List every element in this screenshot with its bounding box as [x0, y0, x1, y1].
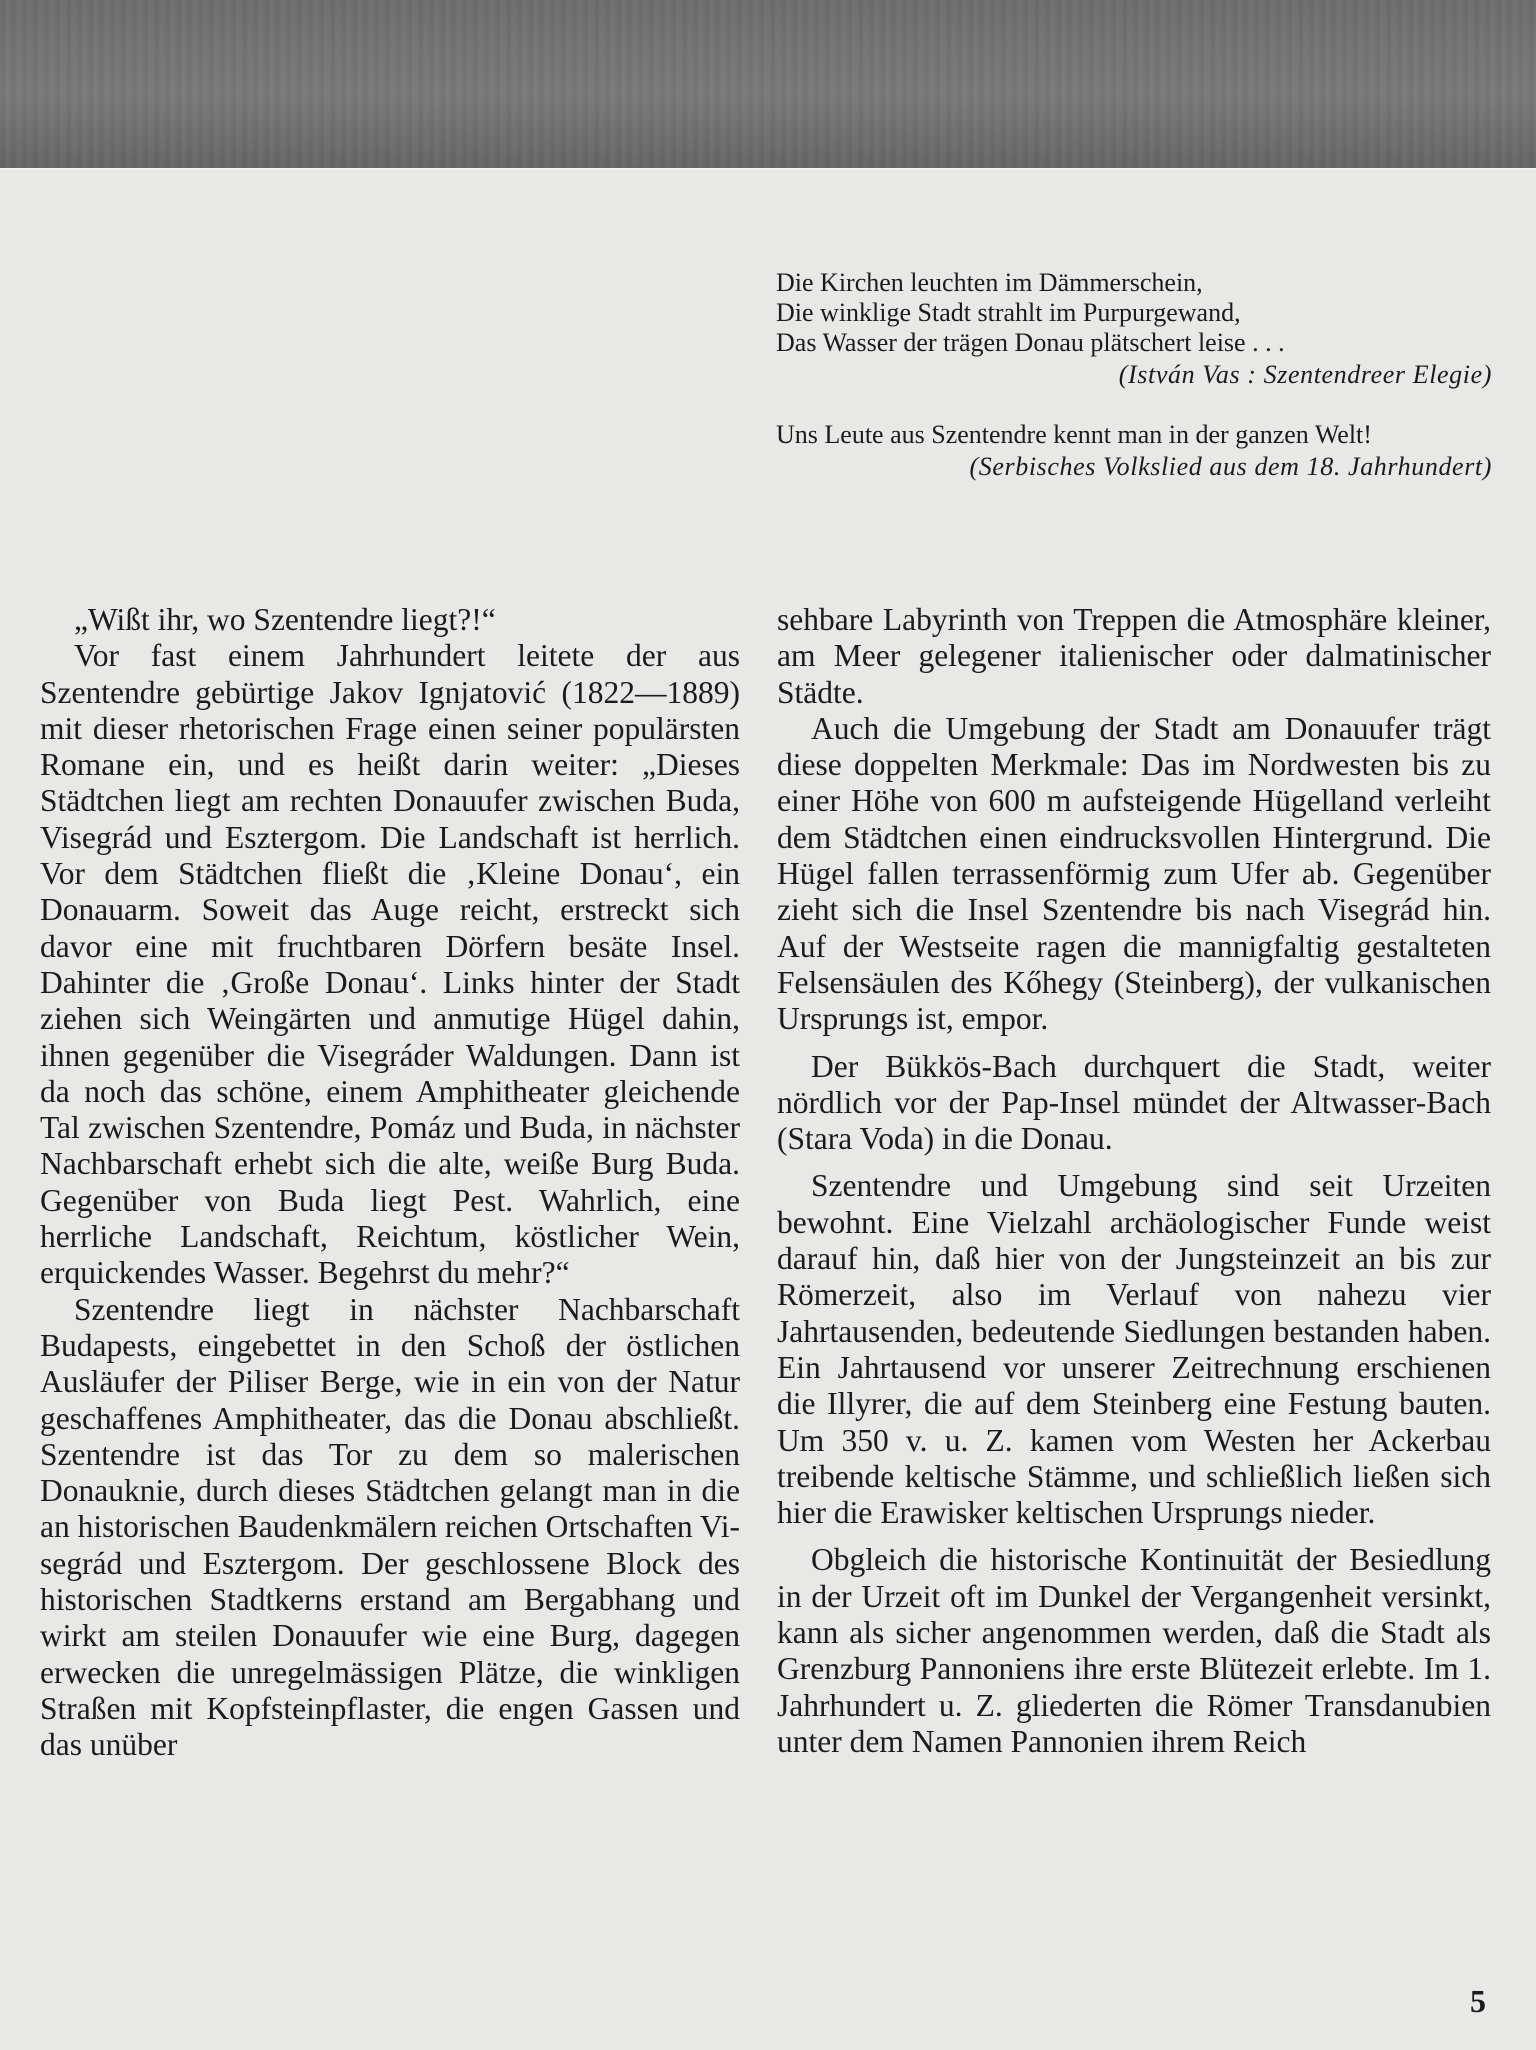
paragraph: Szentendre liegt in nächster Nachbarschaft Budapests, eingebettet in den Schoß der östlichen Ausläufer der Piliser Berge, wie in ein von der Natur geschaffenes Amphitheater, das die Donau abschließt. Szentendre ist das Tor zu dem so malerischen Donauknie, durch dieses Städtchen gelangt man in die an historischen Baudenkmälern reichen Ortschaften Visegrád und Esztergom. Der geschlossene Block des historischen Stadtkerns erstand am Bergabhang und wirkt am steilen Donauufer wie eine Burg, dagegen erwecken die unregelmässigen Plätze, die winkligen Straßen mit Kopfsteinpflaster, die engen Gassen und das unüber [40, 1291, 740, 1763]
paragraph: Der Bükkös-Bach durchquert die Stadt, weiter nördlich vor der Pap-Insel mündet der Altwasser-Bach (Stara Voda) in die Donau. [777, 1048, 1491, 1157]
page-number: 5 [1470, 1983, 1486, 2019]
epigraphs [776, 268, 1492, 482]
paragraph: Szentendre und Umgebung sind seit Urzeiten bewohnt. Eine Vielzahl archäologischer Funde weist darauf hin, daß hier von der Jungsteinzeit an bis zur Römerzeit, also im Verlauf von nahezu vier Jahrtausenden, bedeutende Siedlungen bestanden haben. Ein Jahrtausend vor unserer Zeitrechnung erschienen die Illyrer, die auf dem Steinberg eine Festung bauten. Um 350 v. u. Z. kamen vom Westen her Ackerbau treibende keltische Stämme, und schließlich ließen sich hier die Erawisker keltischen Ursprungs nieder. [777, 1168, 1491, 1531]
poem-line: Die Kirchen leuchten im Dämmerschein, [776, 268, 1203, 297]
right-column [777, 602, 1491, 1760]
poem-attribution: (István Vas : Szentendreer Elegie) [1118, 360, 1492, 389]
song-epigraph [776, 420, 1492, 482]
paragraph-continuation: sehbare Labyrinth von Treppen die Atmosphäre kleiner, am Meer gelegener italienischer oder dalmatinischer Städte. [777, 602, 1491, 710]
paragraph: Auch die Umgebung der Stadt am Donauufer trägt diese doppelten Merkmale: Das im Nordwesten bis zu einer Höhe von 600 m aufsteigende Hügelland verleiht dem Städtchen einen eindrucksvollen Hintergrund. Die Hügel fallen terrassenförmig zum Ufer ab. Gegenüber zieht sich die Insel Szentendre bis nach Visegrád hin. Auf der Westseite ragen die mannigfaltig gestalteten Felsensäulen des Kőhegy (Steinberg), der vulkanischen Ursprungs ist, empor. [777, 710, 1491, 1037]
paragraph: Vor fast einem Jahrhundert leitete der aus Szentendre gebürtige Jakov Ignjatović (1822—1889) mit dieser rhetorischen Frage einen seiner populärsten Romane ein, und es heißt darin weiter: „Dieses Städtchen liegt am rechten Donauufer zwischen Buda, Visegrád und Esztergom. Die Landschaft ist herrlich. Vor dem Städtchen fließt die ‚Kleine Donau‘, ein Donauarm. Soweit das Auge reicht, erstreckt sich davor eine mit fruchtbaren Dörfern besäte Insel. Dahinter die ‚Große Donau‘. Links hinter der Stadt ziehen sich Weingärten und anmutige Hügel dahin, ihnen gegenüber die Visegráder Waldungen. Dann ist da noch das schöne, einem Amphitheater gleichende Tal zwischen Szentendre, Pomáz und Buda, in nächster Nachbarschaft erhebt sich die alte, weiße Burg Buda. Gegenüber von Buda liegt Pest. Wahrlich, eine herrliche Landschaft, Reichtum, köstlicher Wein, erquickendes Wasser. Begehrst du mehr?“ [40, 638, 740, 1291]
poem-line: Das Wasser der trägen Donau plätschert leise . . . [776, 328, 1285, 357]
book-page [0, 168, 1536, 2050]
background-surface [0, 0, 1536, 172]
paragraph: Obgleich die historische Kontinuität der Besiedlung in der Urzeit oft im Dunkel der Vergangenheit versinkt, kann als sicher angenommen werden, daß die Stadt als Grenzburg Pannoniens ihre erste Blütezeit erlebte. Im 1. Jahrhundert u. Z. gliederten die Römer Transdanubien unter dem Namen Pannonien ihrem Reich [777, 1542, 1491, 1759]
poem-line: Die winklige Stadt strahlt im Purpurgewand, [776, 298, 1241, 327]
song-quote: Uns Leute aus Szentendre kennt man in der ganzen Welt! [776, 420, 1372, 449]
song-attribution: (Serbisches Volkslied aus dem 18. Jahrhundert) [969, 452, 1492, 481]
opening-question: „Wißt ihr, wo Szentendre liegt?!“ [74, 602, 496, 637]
poem-epigraph [776, 268, 1492, 390]
left-column [40, 602, 740, 1764]
